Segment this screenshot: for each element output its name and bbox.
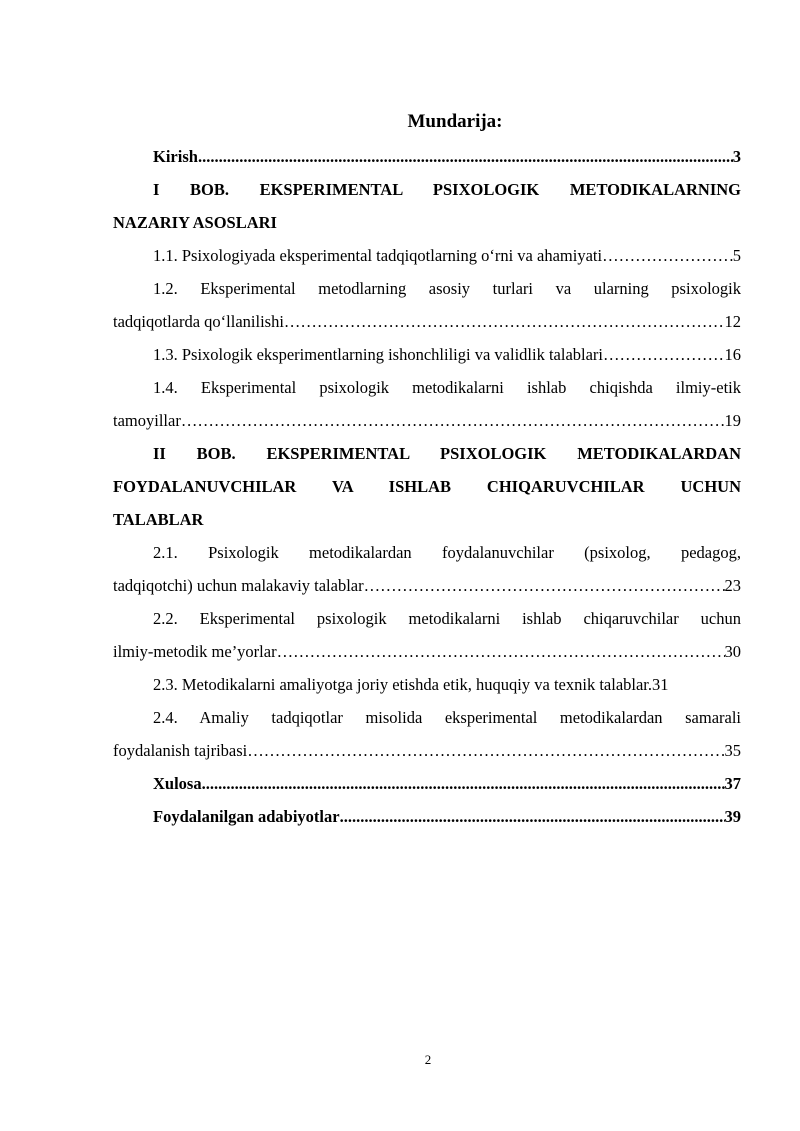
chapter2-heading-line3: TALABLAR [113,510,204,529]
toc-title: Mundarija: [407,111,503,132]
toc-entry-page: 12 [724,312,741,331]
toc-entry-2-3 [113,668,741,701]
toc-entry-page: 16 [724,345,741,364]
toc-entry-label: tadqiqotchi) uchun malakaviy talablar [113,576,364,595]
toc-entry-page: 35 [724,741,741,760]
toc-entry-page: 5 [732,246,741,265]
toc-entry-page: 23 [724,576,741,595]
toc-entry-1-1 [113,239,741,272]
toc-entry-2-2-line2 [113,635,741,668]
toc-entry-2-4-line1: 2.4. Amaliy tadqiqotlar misolida eksperimental metodikalardan samarali [153,708,741,727]
toc-entry-2-2-line1: 2.2. Eksperimental psixologik metodikalarni ishlab chiqaruvchilar uchun [153,609,741,628]
toc-entry-label: ilmiy-metodik me’yorlar [113,642,277,661]
chapter2-heading-line2: FOYDALANUVCHILAR VA ISHLAB CHIQARUVCHILAR UCHUN [113,477,741,496]
toc-entry-conclusion [113,767,741,800]
toc-entry-label: tamoyillar [113,411,181,430]
dot-leader [364,569,725,602]
toc-entry-page: 31 [652,675,669,694]
toc-entry-page: 39 [724,807,741,826]
toc-entry-label: 1.3. Psixologik eksperimentlarning ishonchliligi va validlik talablari [153,345,604,364]
dot-leader [284,305,725,338]
toc-entry-label: 2.3. Metodikalarni amaliyotga joriy etishda etik, huquqiy va texnik talablar. [153,675,653,694]
toc-entry-2-1-line2 [113,569,741,602]
toc-entry-label: 1.1. Psixologiyada eksperimental tadqiqotlarning o‘rni va ahamiyati [153,246,603,265]
toc-entry-page: 37 [724,774,741,793]
dot-leader [247,734,724,767]
toc-entry-1-3 [113,338,741,371]
dot-leader [277,635,725,668]
toc-entry-2-1-line1: 2.1. Psixologik metodikalardan foydalanuvchilar (psixolog, pedagog, [153,543,741,562]
dot-leader [340,800,725,833]
toc-entry-label: Kirish [153,147,198,166]
page-number: 2 [424,1052,432,1067]
toc-entry-page: 3 [732,147,741,166]
toc-entry-1-4-line1: 1.4. Eksperimental psixologik metodikalarni ishlab chiqishda ilmiy-etik [153,378,741,397]
chapter1-heading-line2: NAZARIY ASOSLARI [113,213,277,232]
toc-entry-intro [113,140,741,173]
dot-leader [603,338,724,371]
toc-entry-page: 30 [724,642,741,661]
toc-entry-label: Foydalanilgan adabiyotlar [153,807,340,826]
chapter2-heading-line1: II BOB. EKSPERIMENTAL PSIXOLOGIK METODIKALARDAN [153,444,741,463]
toc-entry-page: 19 [724,411,741,430]
dot-leader [602,239,733,272]
toc-entry-2-4-line2 [113,734,741,767]
toc-entry-label: tadqiqotlarda qo‘llanilishi [113,312,284,331]
dot-leader [198,140,733,173]
toc-entry-1-2-line1: 1.2. Eksperimental metodlarning asosiy turlari va ularning psixologik [153,279,741,298]
toc-entry-1-2-line2 [113,305,741,338]
dot-leader [202,767,725,800]
chapter1-heading-line1: I BOB. EKSPERIMENTAL PSIXOLOGIK METODIKALARNING [153,180,741,199]
toc-entry-label: Xulosa [153,774,202,793]
toc-entry-label: foydalanish tajribasi [113,741,248,760]
dot-leader [181,404,725,437]
toc-entry-references [113,800,741,833]
table-of-contents [113,140,741,833]
toc-entry-1-4-line2 [113,404,741,437]
